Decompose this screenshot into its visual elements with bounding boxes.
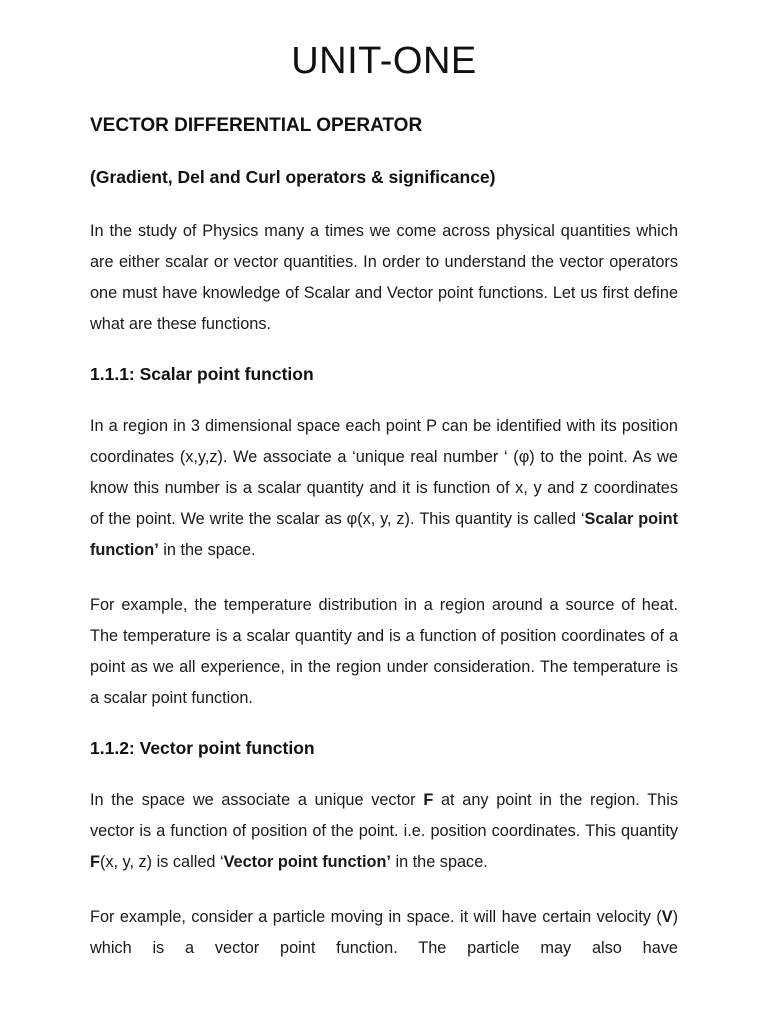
text-run: ) which is a vector point function. The particle may also have bbox=[90, 908, 678, 957]
scalar-definition-paragraph bbox=[90, 411, 678, 566]
text-run-bold: F bbox=[423, 791, 434, 809]
text-run: For example, consider a particle moving in space. it will have certain velocity ( bbox=[90, 908, 662, 926]
text-run-bold: Scalar point function’ bbox=[90, 510, 678, 559]
vector-definition-paragraph bbox=[90, 785, 678, 878]
vector-example-paragraph bbox=[90, 902, 678, 964]
text-run: In a region in 3 dimensional space each point P can be identified with its position coordinates (x,y,z). We associate a ‘unique real number ‘ (φ) to the point. As we know this number is a scalar quantity and it is function of x, y and z coordinates of the point. We write the scalar as φ(x, y, z). This quantity is called ‘ bbox=[90, 417, 678, 528]
section-heading-vector-point-function: 1.1.2: Vector point function bbox=[90, 738, 315, 758]
text-run: (x, y, z) is called ‘ bbox=[99, 853, 224, 871]
text-run: In the space we associate a unique vector bbox=[90, 791, 424, 809]
text-run: at any point in the region. This vector is a function of position of the point. i.e. position coordinates. This quantity bbox=[90, 791, 678, 840]
text-run: in the space. bbox=[390, 853, 488, 871]
text-run-bold: V bbox=[661, 908, 673, 926]
text-run-bold: Vector point function’ bbox=[223, 853, 391, 871]
text-run-bold: F bbox=[90, 853, 100, 871]
chapter-heading: VECTOR DIFFERENTIAL OPERATOR bbox=[90, 115, 423, 136]
intro-paragraph: In the study of Physics many a times we come across physical quantities which are either scalar or vector quantities. In order to understand the vector operators one must have knowledge of Scalar and Vector point functions. Let us first define what are these functions. bbox=[90, 222, 678, 333]
chapter-subheading: (Gradient, Del and Curl operators & significance) bbox=[90, 167, 496, 187]
text-run: in the space. bbox=[158, 541, 256, 559]
section-heading-scalar-point-function: 1.1.1: Scalar point function bbox=[90, 364, 314, 384]
scalar-example-paragraph: For example, the temperature distribution in a region around a source of heat. The temperature is a scalar quantity and is a function of position coordinates of a point as we all experience, in the region under consideration. The temperature is a scalar point function. bbox=[90, 596, 678, 707]
unit-title: UNIT-ONE bbox=[291, 40, 477, 82]
